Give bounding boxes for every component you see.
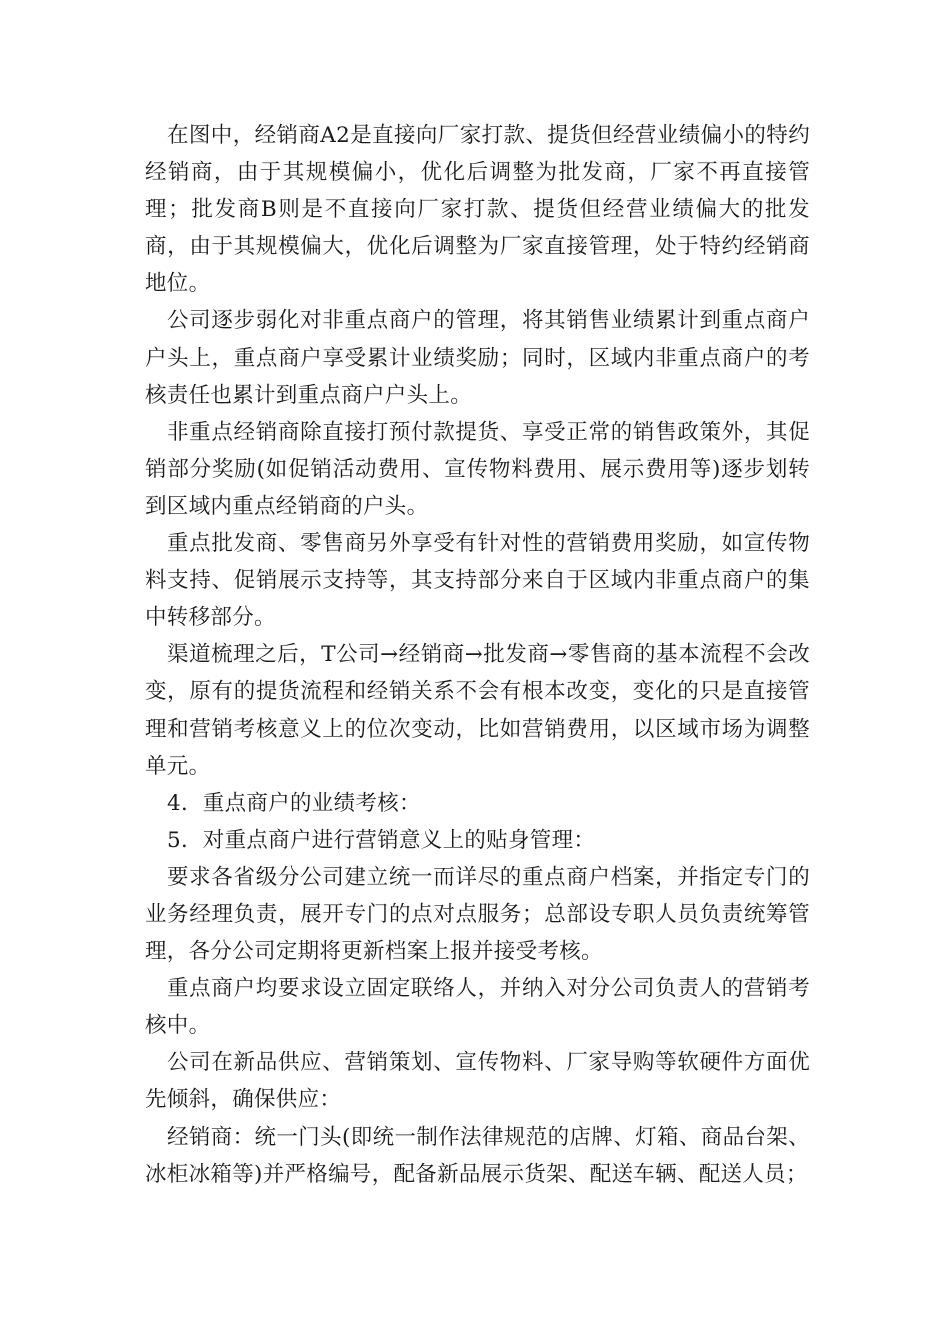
document-body [145, 117, 810, 1193]
paragraph-contact-person: 重点商户均要求设立固定联络人，并纳入对分公司负责人的营销考核中。 [145, 976, 810, 1039]
paragraph-distributor-signage: 经销商：统一门头(即统一制作法律规范的店牌、灯箱、商品台架、冰柜冰箱等)并严格编号，配备新品展示货架、配送车辆、配送人员； [145, 1124, 810, 1187]
heading-item-5: 5．对重点商户进行营销意义上的贴身管理： [167, 827, 596, 853]
paragraph-channel-flow: 渠道梳理之后，T公司→经销商→批发商→零售商的基本流程不会改变，原有的提货流程和经销关系不会有根本改变，变化的只是直接管理和营销考核意义上的位次变动，比如营销费用，以区域市场为调整单元。 [145, 642, 810, 779]
paragraph-weaken-non-key: 公司逐步弱化对非重点商户的管理，将其销售业绩累计到重点商户户头上，重点商户享受累计业绩奖励；同时，区域内非重点商户的考核责任也累计到重点商户户头上。 [145, 308, 810, 408]
paragraph-key-wholesaler: 重点批发商、零售商另外享受有针对性的营销费用奖励，如宣传物料支持、促销展示支持等，其支持部分来自于区域内非重点商户的集中转移部分。 [145, 531, 810, 631]
paragraph-archive: 要求各省级分公司建立统一而详尽的重点商户档案，并指定专门的业务经理负责，展开专门的点对点服务；总部设专职人员负责统筹管理，各分公司定期将更新档案上报并接受考核。 [145, 864, 810, 965]
heading-item-4: 4．重点商户的业绩考核： [167, 790, 421, 816]
paragraph-channel-example: 在图中，经销商A2是直接向厂家打款、提货但经营业绩偏小的特约经销商，由于其规模偏小，优化后调整为批发商，厂家不再直接管理；批发商B则是不直接向厂家打款、提货但经营业绩偏大的批发商，由于其规模偏大，优化后调整为厂家直接管理，处于特约经销商地位。 [145, 123, 810, 297]
paragraph-priority-supply: 公司在新品供应、营销策划、宣传物料、厂家导购等软硬件方面优先倾斜，确保供应： [145, 1050, 810, 1113]
paragraph-non-key-distributor: 非重点经销商除直接打预付款提货、享受正常的销售政策外，其促销部分奖励(如促销活动费用、宣传物料费用、展示费用等)逐步划转到区域内重点经销商的户头。 [145, 419, 810, 519]
